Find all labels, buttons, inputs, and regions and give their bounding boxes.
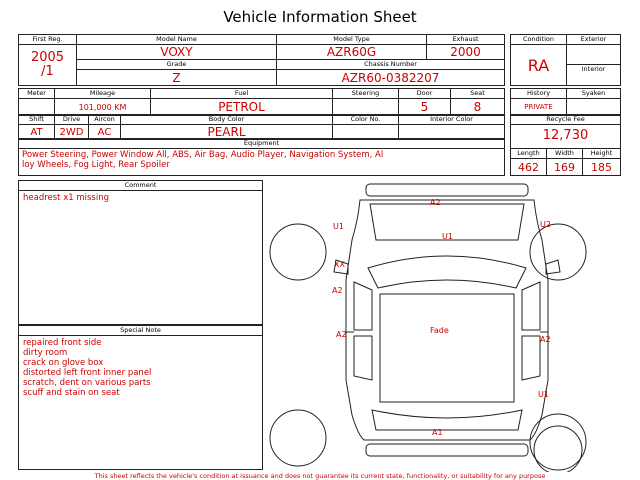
fuel-label: Fuel xyxy=(151,89,333,99)
shift-value: AT xyxy=(19,125,55,140)
spare-tire-icon xyxy=(534,426,582,472)
damage-mark: A2 xyxy=(336,330,347,339)
vehicle-main-table xyxy=(18,34,505,86)
grade-value: Z xyxy=(77,70,277,86)
syaken-value xyxy=(567,99,621,116)
sheet-title: Vehicle Information Sheet xyxy=(223,8,417,26)
first-reg-value: 2005 /1 xyxy=(19,45,77,86)
interior-color-label: Interior Color xyxy=(399,115,505,125)
condition-value: RA xyxy=(511,45,567,86)
equipment-value: Power Steering, Power Window All, ABS, Air Bag, Audio Player, Navigation System, Al loy Wheels, Fog Light, Rear Spoiler xyxy=(22,150,384,170)
damage-mark: A2 xyxy=(332,286,343,295)
special-note-text: repaired front side dirty room crack on glove box distorted left front inner panel scratch, dent on various parts scuff and stain on seat xyxy=(23,338,152,398)
height-label: Height xyxy=(583,149,621,159)
length-value: 462 xyxy=(511,159,547,176)
seat-value: 8 xyxy=(451,99,505,116)
dimensions-table xyxy=(510,148,621,176)
grade-label: Grade xyxy=(77,60,277,70)
aircon-label: Aircon xyxy=(89,115,121,125)
history-label: History xyxy=(511,89,567,99)
equipment-label: Equipment xyxy=(19,139,504,149)
shift-label: Shift xyxy=(19,115,55,125)
damage-mark: U1 xyxy=(333,222,344,231)
body-color-label: Body Color xyxy=(121,115,333,125)
damage-mark: A2 xyxy=(430,198,441,207)
special-note-box xyxy=(18,325,263,470)
steering-label: Steering xyxy=(333,89,399,99)
damage-mark: A1 xyxy=(432,428,443,437)
width-label: Width xyxy=(547,149,583,159)
aircon-value: AC xyxy=(89,125,121,140)
disclaimer-footer: This sheet reflects the vehicle's condition at issuance and does not guarantee its current state, functionality, or suitability for any purpose xyxy=(94,472,546,480)
exhaust-value: 2000 xyxy=(427,45,505,60)
model-type-value: AZR60G xyxy=(277,45,427,60)
recycle-fee-box xyxy=(510,114,621,149)
damage-mark: Fade xyxy=(430,326,449,335)
equipment-box xyxy=(18,138,505,176)
model-name-value: VOXY xyxy=(77,45,277,60)
wheel-icon xyxy=(270,224,586,470)
chassis-value: AZR60-0382207 xyxy=(277,70,505,86)
history-table xyxy=(510,88,621,116)
door-value: 5 xyxy=(399,99,451,116)
width-value: 169 xyxy=(547,159,583,176)
exhaust-label: Exhaust xyxy=(427,35,505,45)
mileage-value: 101,000 KM xyxy=(55,99,151,116)
condition-table xyxy=(510,34,621,86)
first-reg-label: First Reg. xyxy=(19,35,77,45)
damage-mark: U1 xyxy=(538,390,549,399)
recycle-fee-label: Recycle Fee xyxy=(511,115,620,125)
color-no-label: Color No. xyxy=(333,115,399,125)
car-body-outline xyxy=(334,184,560,456)
vehicle-row2-table xyxy=(18,88,505,116)
condition-label: Condition xyxy=(511,35,567,45)
height-value: 185 xyxy=(583,159,621,176)
damage-mark: U2 xyxy=(540,220,551,229)
comment-box xyxy=(18,180,263,325)
comment-text: headrest x1 missing xyxy=(23,193,110,203)
interior-label: Interior xyxy=(567,65,621,86)
door-label: Door xyxy=(399,89,451,99)
model-type-label: Model Type xyxy=(277,35,427,45)
comment-label: Comment xyxy=(19,181,262,191)
damage-mark: U1 xyxy=(442,232,453,241)
drive-value: 2WD xyxy=(55,125,89,140)
mileage-label: Mileage xyxy=(55,89,151,99)
vehicle-row3-table xyxy=(18,114,505,140)
meter-label: Meter xyxy=(19,89,55,99)
recycle-fee-value: 12,730 xyxy=(542,128,589,143)
chassis-label: Chassis Number xyxy=(277,60,505,70)
fuel-value: PETROL xyxy=(151,99,333,116)
meter-value xyxy=(19,99,55,116)
model-name-label: Model Name xyxy=(77,35,277,45)
length-label: Length xyxy=(511,149,547,159)
body-color-value: PEARL xyxy=(121,125,333,140)
exterior-value xyxy=(567,45,621,65)
damage-mark: XX xyxy=(334,260,345,269)
exterior-label: Exterior xyxy=(567,35,621,45)
history-value: PRIVATE xyxy=(511,99,567,116)
seat-label: Seat xyxy=(451,89,505,99)
steering-value xyxy=(333,99,399,116)
syaken-label: Syaken xyxy=(567,89,621,99)
drive-label: Drive xyxy=(55,115,89,125)
damage-mark: A2 xyxy=(540,335,551,344)
special-note-label: Special Note xyxy=(19,326,262,336)
